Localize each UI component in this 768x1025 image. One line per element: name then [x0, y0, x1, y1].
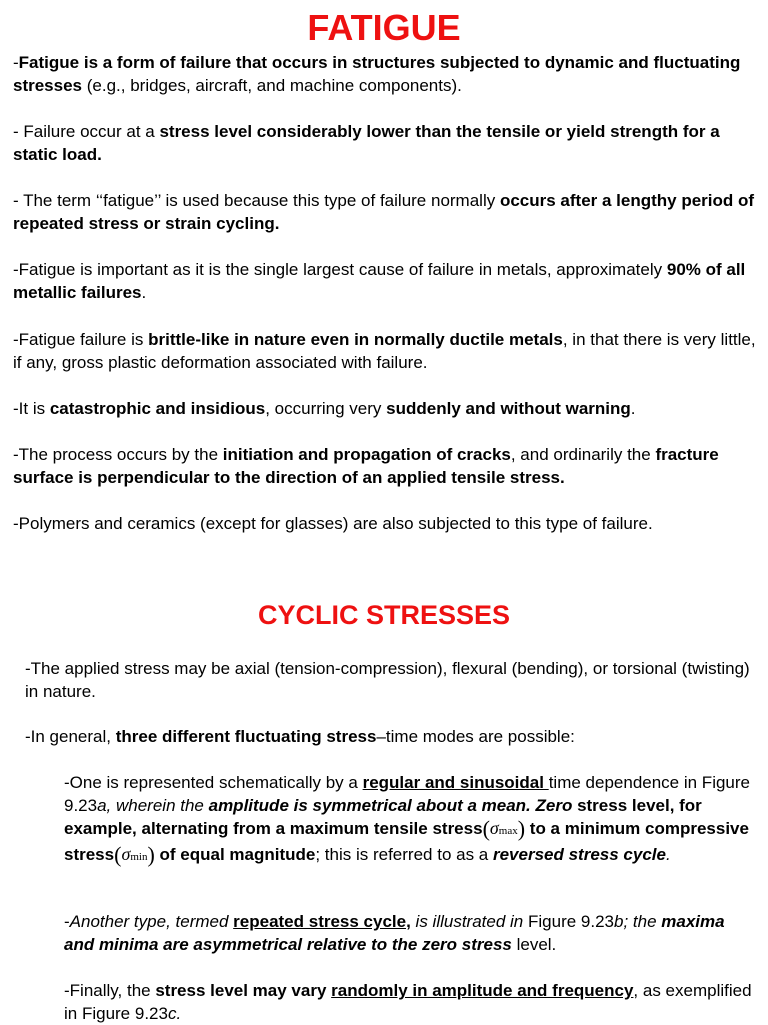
- catastrophic-paragraph: -It is catastrophic and insidious, occurring very suddenly and without warning.: [13, 399, 636, 418]
- repeated-stress-cycle-paragraph: -Another type, termed repeated stress cycle, is illustrated in Figure 9.23b; the maxima and minima are asymmetrical relative to the zero stress level.: [64, 912, 725, 954]
- crack-propagation-paragraph: -The process occurs by the initiation and propagation of cracks, and ordinarily the fracture surface is perpendicular to the direction of an applied tensile stress.: [13, 445, 719, 487]
- polymers-ceramics-paragraph: -Polymers and ceramics (except for glasses) are also subjected to this type of failure.: [13, 514, 653, 533]
- failure-stress-level-paragraph: - Failure occur at a stress level considerably lower than the tensile or yield strength for a static load.: [13, 122, 720, 164]
- sigma-max-symbol: σmax: [489, 818, 518, 838]
- cyclic-stresses-title: CYCLIC STRESSES: [257, 600, 511, 630]
- random-stress-paragraph: -Finally, the stress level may vary randomly in amplitude and frequency, as exemplified in Figure 9.23c.: [64, 981, 752, 1023]
- fatigue-title: FATIGUE: [307, 7, 461, 48]
- brittle-failure-paragraph: -Fatigue failure is brittle-like in nature even in normally ductile metals, in that there is very little, if any, gross plastic deformation associated with failure.: [13, 330, 756, 372]
- fatigue-importance-paragraph: -Fatigue is important as it is the single largest cause of failure in metals, approximately 90% of all metallic failures.: [13, 260, 746, 302]
- reversed-stress-cycle-paragraph: -One is represented schematically by a regular and sinusoidal time dependence in Figure 9.23a, wherein the amplitude is symmetrical about a mean. Zero stress level, for example, alternating from a maximum tensile stress(σmax) to a minimum compressive stress(σmin) of equal magnitude; this is referred to as a reversed stress cycle.: [64, 773, 750, 867]
- fatigue-definition-paragraph: -Fatigue is a form of failure that occurs in structures subjected to dynamic and fluctuating stresses (e.g., bridges, aircraft, and machine components).: [13, 53, 741, 95]
- applied-stress-paragraph: -The applied stress may be axial (tension-compression), flexural (bending), or torsional (twisting) in nature.: [25, 659, 750, 701]
- fatigue-term-paragraph: - The term ‘‘fatigue’’ is used because this type of failure normally occurs after a lengthy period of repeated stress or strain cycling.: [13, 191, 755, 233]
- sigma-min-symbol: σmin: [121, 844, 148, 864]
- stress-modes-paragraph: -In general, three different fluctuating stress–time modes are possible:: [25, 727, 575, 746]
